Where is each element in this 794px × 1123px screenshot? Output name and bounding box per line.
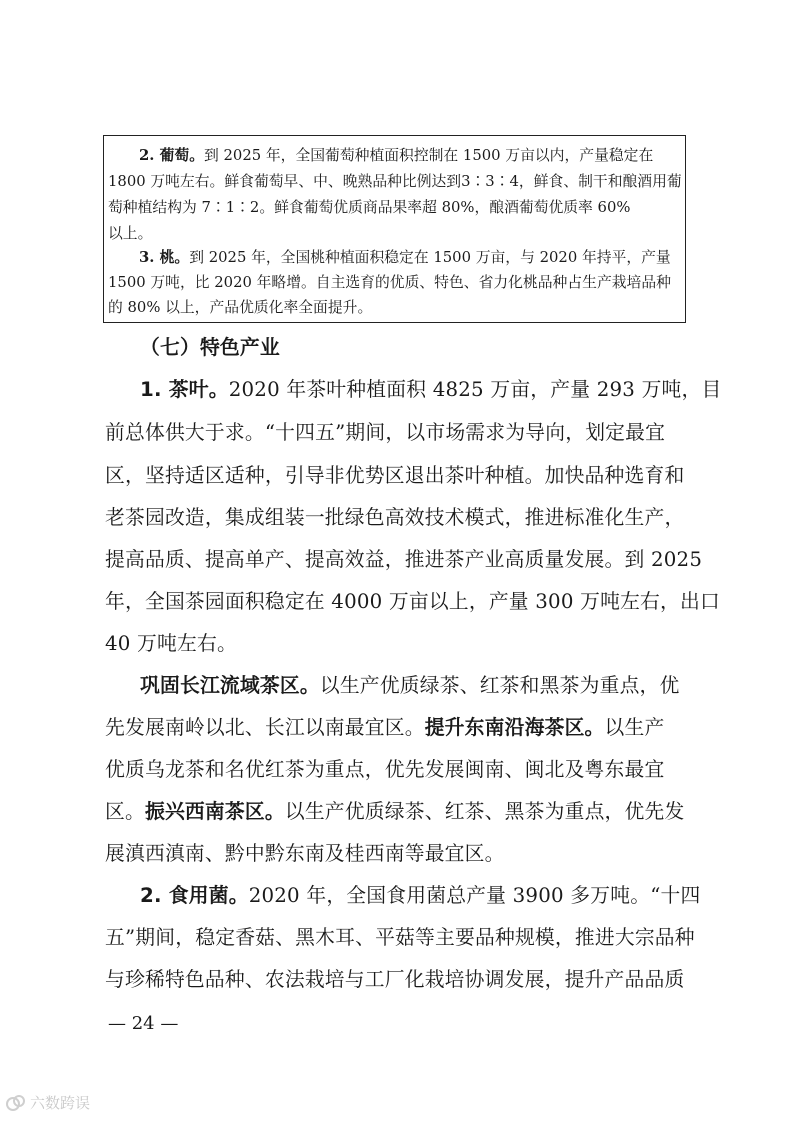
tea-line-3: 区，坚持适区适种，引导非优势区退出茶叶种植。加快品种选育和 [105, 464, 685, 487]
page-number: — 24 — [108, 1013, 179, 1034]
regions-line-1: 巩固长江流域茶区。以生产优质绿茶、红茶和黑茶为重点，优 [140, 674, 680, 697]
grape-line-2: 1800 万吨左右。鲜食葡萄早、中、晚熟品种比例达到3∶3∶4，鲜食、制干和酿酒用葡 [108, 173, 682, 190]
watermark [6, 1095, 90, 1111]
tea-line-7: 40 万吨左右。 [105, 632, 237, 655]
fungi-line-1: 2. 食用菌。2020 年，全国食用菌总产量 3900 多万吨。“十四 [140, 884, 701, 907]
grape-title: 2. 葡萄。 [139, 147, 204, 164]
tea-line-2: 前总体供大于求。“十四五”期间，以市场需求为导向，划定最宜 [105, 421, 666, 444]
regions-line-2: 先发展南岭以北、长江以南最宜区。提升东南沿海茶区。以生产 [105, 716, 665, 739]
fungi-line-3: 与珍稀特色品种、农法栽培与工厂化栽培协调发展，提升产品品质 [105, 968, 685, 991]
regions-line-4: 区。振兴西南茶区。以生产优质绿茶、红茶、黑茶为重点，优先发 [105, 800, 685, 823]
grape-line-3: 萄种植结构为 7∶1∶2。鲜食葡萄优质商品果率超 80%，酿酒葡萄优质率 60% [108, 199, 631, 216]
regions-line-3: 优质乌龙茶和名优红茶为重点，优先发展闽南、闽北及粤东最宜 [105, 758, 665, 781]
tea-line-1: 1. 茶叶。2020 年茶叶种植面积 4825 万亩，产量 293 万吨，目 [140, 378, 722, 401]
watermark-text: 六数跨误 [30, 1093, 91, 1112]
tea-title: 1. 茶叶。 [140, 378, 229, 401]
peach-line-1: 3. 桃。到 2025 年，全国桃种植面积稳定在 1500 万亩，与 2020 年持平，产量 [139, 249, 671, 266]
section-heading: （七）特色产业 [140, 336, 280, 359]
watermark-logo-icon [6, 1095, 26, 1111]
region-southeast-title: 提升东南沿海茶区。 [424, 716, 605, 739]
peach-title: 3. 桃。 [139, 249, 190, 266]
grape-line-1: 2. 葡萄。到 2025 年，全国葡萄种植面积控制在 1500 万亩以内，产量稳定在 [139, 147, 654, 164]
region-changjiang-title: 巩固长江流域茶区。 [140, 674, 320, 697]
tea-line-4: 老茶园改造，集成组装一批绿色高效技术模式，推进标准化生产， [105, 506, 685, 529]
grape-line-4: 以上。 [108, 225, 153, 242]
tea-line-5: 提高品质、提高单产、提高效益，推进茶产业高质量发展。到 2025 [105, 548, 703, 571]
tea-line-6: 年，全国茶园面积稳定在 4000 万亩以上，产量 300 万吨左右，出口 [105, 590, 720, 613]
peach-line-2: 1500 万吨，比 2020 年略增。自主选育的优质、特色、省力化桃品种占生产栽培品种 [108, 274, 671, 291]
peach-line-3: 的 80% 以上，产品优质化率全面提升。 [108, 299, 373, 316]
region-southwest-title: 振兴西南茶区。 [144, 800, 285, 823]
fungi-line-2: 五”期间，稳定香菇、黑木耳、平菇等主要品种规模，推进大宗品种 [105, 926, 695, 949]
regions-line-5: 展滇西滇南、黔中黔东南及桂西南等最宜区。 [105, 842, 505, 865]
fungi-title: 2. 食用菌。 [140, 884, 249, 907]
